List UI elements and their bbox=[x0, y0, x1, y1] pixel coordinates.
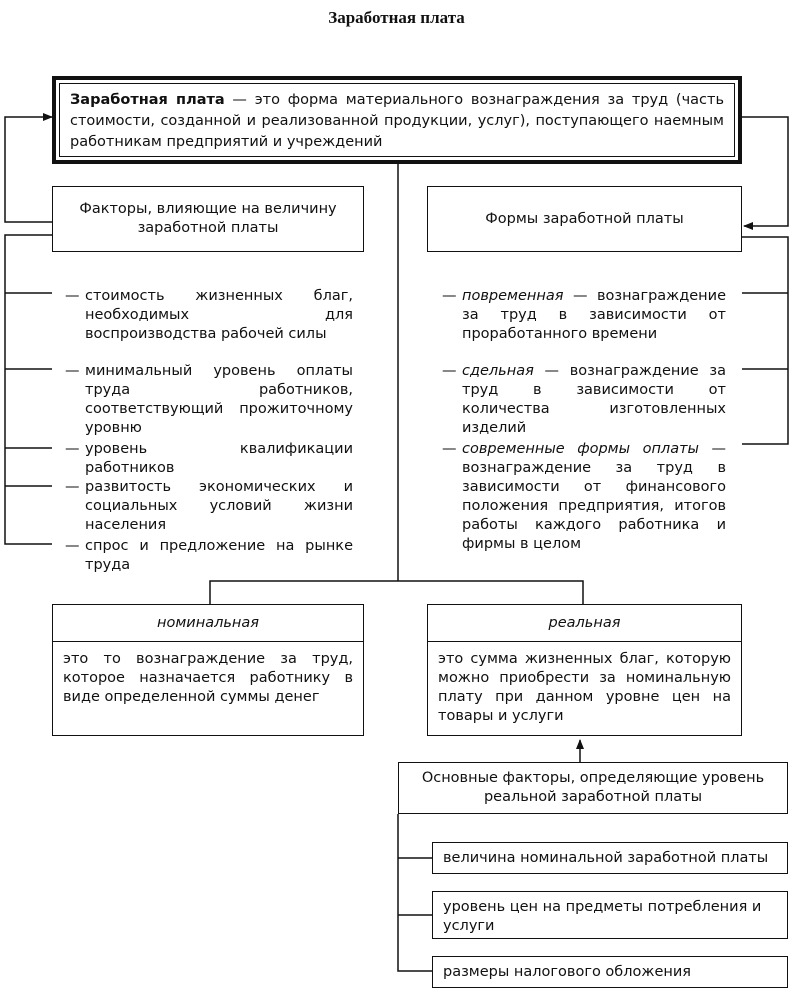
nominal-text: это то вознаграждение за труд, которое назначается работнику в виде определенной суммы денег bbox=[63, 651, 353, 705]
form-item: — повременная — вознаграждение за труд в зависимости от проработанного времени bbox=[442, 288, 726, 342]
nominal-box bbox=[52, 604, 364, 736]
real-header: реальная bbox=[428, 605, 741, 642]
factor-item: — спрос и предложение на рынке труда bbox=[65, 538, 353, 573]
factor-item: — стоимость жизненных благ, необходимых для воспроизводства рабочей силы bbox=[65, 288, 353, 342]
definition-term: Заработная плата bbox=[70, 92, 225, 108]
factor-item: — минимальный уровень оплаты труда работников, соответствующий прожиточному уровню bbox=[65, 363, 353, 436]
factor-item: — развитость экономических и социальных условий жизни населения bbox=[65, 479, 353, 533]
forms-header-box bbox=[427, 186, 742, 252]
real-text: это сумма жизненных благ, которую можно приобрести за номинальную плату при данном уровне цен на товары и услуги bbox=[438, 651, 731, 724]
page-title: Заработная плата bbox=[328, 8, 465, 27]
forms-header: Формы заработной платы bbox=[485, 210, 684, 227]
factors-bracket bbox=[5, 235, 52, 544]
definition-text: Заработная плата — это форма материального вознаграждения за труд (часть стоимости, созданной и реализованной продукции, услуг), поступающего наемным работникам предприятий и учреждений bbox=[59, 83, 735, 157]
form-item: — современные формы оплаты — вознаграждение за труд в зависимости от финансового положения предприятия, итогов работы каждого работника и фирмы в целом bbox=[442, 441, 726, 552]
real-factors-header-box bbox=[398, 762, 788, 814]
factors-header: Факторы, влияющие на величину заработной платы bbox=[79, 201, 337, 236]
real-box bbox=[427, 604, 742, 736]
split-connector bbox=[210, 581, 583, 604]
definition-to-forms-arrow bbox=[742, 117, 788, 226]
form-item: — сдельная — вознаграждение за труд в зависимости от количества изготовленных изделий bbox=[442, 363, 726, 436]
factors-to-definition-arrow bbox=[5, 117, 52, 222]
real-factors-header: Основные факторы, определяющие уровень реальной заработной платы bbox=[421, 770, 765, 805]
real-factor-item: уровень цен на предметы потребления и услуги bbox=[432, 891, 788, 939]
factors-header-box bbox=[52, 186, 364, 252]
nominal-header: номинальная bbox=[53, 605, 363, 642]
forms-bracket bbox=[742, 237, 788, 444]
real-factor-item: величина номинальной заработной платы bbox=[432, 842, 788, 874]
real-factor-item: размеры налогового обложения bbox=[432, 956, 788, 988]
factor-item: — уровень квалификации работников bbox=[65, 441, 353, 476]
real-factors-bracket bbox=[398, 814, 432, 971]
definition-box bbox=[52, 76, 742, 164]
